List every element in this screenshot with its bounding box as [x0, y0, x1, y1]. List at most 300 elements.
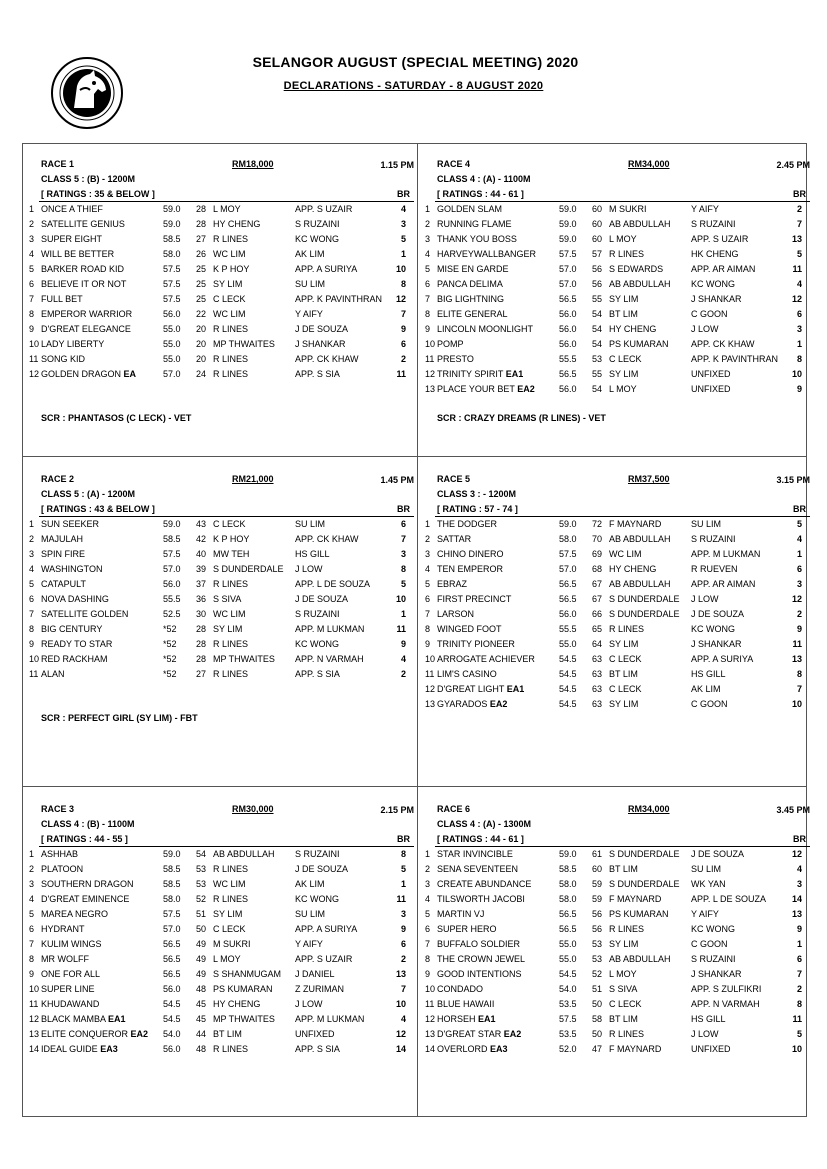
runner-row [24, 997, 414, 1012]
handicap-weight: 56.5 [559, 294, 577, 304]
barrier-number: 3 [400, 549, 406, 559]
jockey-name: UNFIXED [295, 1029, 335, 1039]
trainer-name: HY CHENG [213, 219, 261, 229]
handicap-weight: 55.0 [163, 354, 181, 364]
horse-name [41, 577, 86, 592]
horse-rating: 59 [592, 879, 603, 889]
barrier-number: 10 [395, 264, 406, 274]
horse-name-text: EMPEROR WARRIOR [41, 309, 133, 319]
runner-row [24, 622, 414, 637]
runner-row [420, 562, 810, 577]
trainer-name: C LECK [213, 519, 246, 529]
runner-number: 9 [425, 639, 431, 649]
runner-row [24, 937, 414, 952]
barrier-number: 1 [400, 609, 406, 619]
handicap-weight: 59.0 [559, 219, 577, 229]
trainer-name: PS KUMARAN [609, 909, 669, 919]
horse-name [437, 322, 533, 337]
jockey-name: J DE SOUZA [691, 609, 745, 619]
race-header [420, 157, 810, 172]
runner-number: 13 [425, 384, 436, 394]
barrier-header: BR [397, 834, 410, 844]
jockey-name: APP. AR AIMAN [691, 579, 756, 589]
handicap-weight: *52 [163, 654, 177, 664]
horse-rating: 28 [196, 639, 207, 649]
runner-number: 4 [29, 564, 35, 574]
handicap-weight: *52 [163, 639, 177, 649]
runner-row [24, 547, 414, 562]
trainer-name: SY LIM [609, 294, 639, 304]
jockey-name: AK LIM [295, 879, 325, 889]
barrier-number: 4 [796, 864, 802, 874]
jockey-name: J DE SOUZA [295, 324, 349, 334]
barrier-number: 14 [395, 1044, 406, 1054]
trainer-name: R LINES [213, 864, 249, 874]
trainer-name: SY LIM [213, 909, 243, 919]
horse-rating: 64 [592, 639, 603, 649]
runner-number: 3 [29, 879, 35, 889]
barrier-number: 3 [796, 879, 802, 889]
horse-rating: 26 [196, 249, 207, 259]
horse-rating: 53 [592, 954, 603, 964]
handicap-weight: 56.0 [163, 579, 181, 589]
runner-row [24, 862, 414, 877]
handicap-weight: 58.5 [163, 534, 181, 544]
runner-row [420, 847, 810, 862]
runner-row [420, 352, 810, 367]
handicap-weight: 56.5 [559, 909, 577, 919]
handicap-weight: 57.0 [559, 264, 577, 274]
runner-number: 10 [425, 984, 436, 994]
jockey-name: KC WONG [691, 279, 735, 289]
jockey-name: APP. L DE SOUZA [691, 894, 767, 904]
horse-name [437, 682, 524, 697]
runner-row [420, 322, 810, 337]
runner-number: 2 [425, 864, 431, 874]
handicap-weight: 54.5 [559, 699, 577, 709]
trainer-name: S SIVA [609, 984, 638, 994]
jockey-name: R RUEVEN [691, 564, 738, 574]
barrier-number: 7 [796, 219, 802, 229]
trainer-name: WC LIM [213, 609, 246, 619]
handicap-weight: 54.5 [163, 999, 181, 1009]
horse-rating: 27 [196, 669, 207, 679]
runner-number: 9 [425, 969, 431, 979]
handicap-weight: 57.5 [559, 1014, 577, 1024]
trainer-name: MP THWAITES [213, 1014, 275, 1024]
barrier-header: BR [397, 504, 410, 514]
runner-row [420, 907, 810, 922]
horse-name-text: SENA SEVENTEEN [437, 864, 519, 874]
horse-name-text: THANK YOU BOSS [437, 234, 517, 244]
race-name: RACE 6 [437, 804, 471, 814]
race-time: 1.15 PM [380, 160, 414, 170]
handicap-weight: 55.5 [559, 354, 577, 364]
trainer-name: MW TEH [213, 549, 250, 559]
jockey-name: APP. K PAVINTHRAN [691, 354, 779, 364]
horse-name [437, 352, 474, 367]
horse-rating: 48 [196, 1044, 207, 1054]
horse-name [437, 907, 484, 922]
race-ratings [24, 502, 414, 517]
handicap-weight: 57.5 [163, 549, 181, 559]
page-subtitle: DECLARATIONS - SATURDAY - 8 AUGUST 2020 [283, 80, 544, 92]
horse-rating: 50 [196, 924, 207, 934]
runner-number: 5 [425, 909, 431, 919]
runner-number: 5 [425, 264, 431, 274]
runner-row [24, 352, 414, 367]
barrier-number: 12 [791, 849, 802, 859]
runner-number: 10 [29, 654, 40, 664]
handicap-weight: 56.5 [559, 579, 577, 589]
jockey-name: APP. S SIA [295, 1044, 340, 1054]
jockey-name: APP. S SIA [295, 669, 340, 679]
runner-number: 8 [425, 309, 431, 319]
handicap-weight: 56.0 [163, 984, 181, 994]
handicap-weight: 59.0 [559, 849, 577, 859]
horse-rating: 53 [196, 879, 207, 889]
jockey-name: J SHANKAR [691, 969, 742, 979]
horse-name [437, 637, 515, 652]
handicap-weight: 56.0 [163, 1044, 181, 1054]
runner-number: 4 [425, 564, 431, 574]
runner-number: 8 [425, 624, 431, 634]
horse-name [437, 862, 518, 877]
horse-name-text: BIG CENTURY [41, 624, 103, 634]
horse-rating: 28 [196, 204, 207, 214]
trainer-name: S DUNDERDALE [609, 849, 680, 859]
horse-name-text: SUPER HERO [437, 924, 497, 934]
barrier-number: 11 [792, 1014, 802, 1024]
jockey-name: S RUZAINI [295, 849, 340, 859]
barrier-number: 8 [400, 849, 406, 859]
horse-name [437, 607, 474, 622]
row-divider [22, 786, 807, 787]
ratings-band: [ RATINGS : 44 - 61 ] [437, 189, 524, 199]
jockey-name: S RUZAINI [691, 534, 736, 544]
trainer-name: S DUNDERDALE [609, 594, 680, 604]
jockey-name: UNFIXED [691, 369, 731, 379]
runner-row [24, 322, 414, 337]
runner-number: 11 [425, 999, 435, 1009]
horse-rating: 54 [592, 339, 603, 349]
horse-rating: 43 [196, 519, 207, 529]
runner-number: 4 [425, 249, 431, 259]
handicap-weight: 54.5 [559, 969, 577, 979]
horse-name-text: WILL BE BETTER [41, 249, 115, 259]
runner-row [24, 217, 414, 232]
runner-number: 2 [29, 219, 35, 229]
runner-number: 6 [29, 594, 35, 604]
barrier-number: 5 [400, 234, 406, 244]
runner-number: 3 [425, 879, 431, 889]
horse-rating: 56 [592, 924, 603, 934]
jockey-name: UNFIXED [691, 1044, 731, 1054]
trainer-name: F MAYNARD [609, 1044, 662, 1054]
race-block [420, 157, 810, 397]
horse-name [437, 1042, 508, 1057]
horse-name [437, 1027, 521, 1042]
barrier-header: BR [793, 189, 806, 199]
runner-row [24, 1012, 414, 1027]
runner-number: 4 [29, 894, 35, 904]
horse-name-text: BARKER ROAD KID [41, 264, 125, 274]
horse-rating: 47 [592, 1044, 603, 1054]
runner-row [24, 847, 414, 862]
trainer-name: C LECK [609, 999, 642, 1009]
runner-row [420, 922, 810, 937]
horse-rating: 30 [196, 609, 207, 619]
horse-name-text: SOUTHERN DRAGON [41, 879, 134, 889]
horse-rating: 45 [196, 999, 207, 1009]
jockey-name: UNFIXED [691, 384, 731, 394]
horse-name [437, 202, 502, 217]
jockey-name: APP. S UZAIR [691, 234, 749, 244]
barrier-number: 13 [791, 654, 802, 664]
handicap-weight: 55.0 [559, 639, 577, 649]
horse-name-text: D'GREAT ELEGANCE [41, 324, 131, 334]
horse-name-text: MAJULAH [41, 534, 84, 544]
horse-name-text: GOOD INTENTIONS [437, 969, 522, 979]
horse-rating: 56 [592, 264, 603, 274]
horse-name-text: SATELLITE GOLDEN [41, 609, 129, 619]
runner-number: 5 [29, 909, 35, 919]
horse-name-text: BELIEVE IT OR NOT [41, 279, 127, 289]
horse-name [41, 937, 102, 952]
horse-name [41, 997, 99, 1012]
barrier-number: 12 [791, 294, 802, 304]
runner-row [420, 367, 810, 382]
barrier-number: 8 [796, 999, 802, 1009]
trainer-name: R LINES [213, 669, 249, 679]
ratings-band: [ RATINGS : 43 & BELOW ] [41, 504, 155, 514]
horse-rating: 60 [592, 234, 603, 244]
runner-number: 3 [29, 549, 35, 559]
handicap-weight: 56.0 [163, 309, 181, 319]
trainer-name: AB ABDULLAH [609, 219, 671, 229]
handicap-weight: 53.5 [559, 999, 577, 1009]
jockey-name: J SHANKAR [691, 294, 742, 304]
horse-rating: 45 [196, 1014, 207, 1024]
jockey-name: J DE SOUZA [295, 594, 349, 604]
runner-row [420, 247, 810, 262]
handicap-weight: 58.0 [163, 894, 181, 904]
barrier-number: 13 [791, 234, 802, 244]
runner-number: 6 [29, 924, 35, 934]
runner-number: 6 [425, 594, 431, 604]
runner-number: 1 [29, 204, 35, 214]
horse-name [41, 637, 112, 652]
runner-row [420, 892, 810, 907]
race-block [24, 157, 414, 382]
jockey-name: AK LIM [295, 249, 325, 259]
handicap-weight: 58.5 [163, 879, 181, 889]
horse-name-text: TRINITY SPIRIT [437, 369, 504, 379]
horse-name-text: WASHINGTON [41, 564, 103, 574]
horse-name-text: THE DODGER [437, 519, 498, 529]
horse-name [437, 622, 502, 637]
barrier-number: 4 [400, 654, 406, 664]
horse-name-text: STAR INVINCIBLE [437, 849, 513, 859]
trainer-name: AB ABDULLAH [609, 279, 671, 289]
horse-name [437, 262, 509, 277]
horse-rating: 54 [592, 324, 603, 334]
runner-number: 12 [29, 369, 40, 379]
race-block [24, 802, 414, 1057]
horse-rating: 51 [196, 909, 207, 919]
trainer-name: WC LIM [213, 879, 246, 889]
jockey-name: APP. CK KHAW [295, 354, 359, 364]
horse-name-text: BUFFALO SOLDIER [437, 939, 521, 949]
runner-number: 7 [425, 609, 431, 619]
jockey-name: J LOW [691, 594, 719, 604]
horse-name [41, 367, 136, 382]
barrier-number: 6 [400, 519, 406, 529]
runner-row [24, 577, 414, 592]
handicap-weight: 58.0 [559, 894, 577, 904]
jockey-name: APP. N VARMAH [295, 654, 364, 664]
runner-number: 2 [425, 219, 431, 229]
column-divider [417, 143, 418, 1117]
horse-name [41, 622, 102, 637]
trainer-name: BT LIM [609, 1014, 638, 1024]
trainer-name: L MOY [213, 954, 241, 964]
horse-rating: 49 [196, 954, 207, 964]
runner-row [420, 1012, 810, 1027]
runner-row [420, 607, 810, 622]
trainer-name: S SIVA [213, 594, 242, 604]
horse-name-text: ELITE GENERAL [437, 309, 508, 319]
horse-rating: 66 [592, 609, 603, 619]
runner-row [420, 622, 810, 637]
handicap-weight: 56.0 [559, 339, 577, 349]
emergency-acceptor: EA3 [100, 1044, 118, 1054]
horse-name-text: FIRST PRECINCT [437, 594, 512, 604]
runner-number: 11 [425, 669, 435, 679]
handicap-weight: 56.0 [559, 309, 577, 319]
horse-name [437, 1012, 496, 1027]
runner-number: 9 [29, 639, 35, 649]
race-class: CLASS 5 : (A) - 1200M [41, 489, 136, 499]
horse-rating: 60 [592, 864, 603, 874]
barrier-number: 8 [796, 669, 802, 679]
horse-name [437, 337, 464, 352]
runner-row [420, 1027, 810, 1042]
barrier-number: 3 [400, 909, 406, 919]
trainer-name: C LECK [609, 684, 642, 694]
handicap-weight: 56.5 [163, 954, 181, 964]
horse-name-text: KULIM WINGS [41, 939, 102, 949]
horse-name-text: ONE FOR ALL [41, 969, 101, 979]
runner-number: 8 [29, 954, 35, 964]
handicap-weight: 59.0 [163, 849, 181, 859]
barrier-number: 5 [796, 1029, 802, 1039]
horse-name-text: THE CROWN JEWEL [437, 954, 526, 964]
runner-number: 13 [425, 1029, 436, 1039]
runner-number: 11 [29, 354, 39, 364]
horse-rating: 52 [592, 969, 603, 979]
barrier-number: 5 [796, 249, 802, 259]
trainer-name: L MOY [609, 969, 637, 979]
jockey-name: J DE SOUZA [295, 864, 349, 874]
horse-rating: 54 [592, 384, 603, 394]
trainer-name: R LINES [213, 639, 249, 649]
jockey-name: SU LIM [295, 279, 326, 289]
runner-number: 8 [425, 954, 431, 964]
barrier-number: 4 [796, 534, 802, 544]
barrier-number: 12 [395, 294, 406, 304]
emergency-acceptor: EA2 [517, 384, 535, 394]
runner-number: 12 [29, 1014, 40, 1024]
horse-rating: 63 [592, 654, 603, 664]
page-title: SELANGOR AUGUST (SPECIAL MEETING) 2020 [252, 54, 579, 70]
emergency-acceptor: EA2 [130, 1029, 149, 1039]
handicap-weight: 57.0 [559, 564, 577, 574]
horse-name [437, 922, 497, 937]
barrier-number: 3 [796, 324, 802, 334]
barrier-number: 11 [792, 264, 802, 274]
barrier-number: 9 [796, 624, 802, 634]
horse-rating: 39 [196, 564, 207, 574]
barrier-number: 7 [796, 969, 802, 979]
trainer-name: K P HOY [213, 534, 250, 544]
scratching-note: SCR : CRAZY DREAMS (R LINES) - VET [437, 413, 606, 423]
jockey-name: APP. S UZAIR [295, 954, 353, 964]
jockey-name: C GOON [691, 939, 728, 949]
horse-name [41, 307, 132, 322]
jockey-name: HS GILL [691, 669, 726, 679]
horse-name [41, 652, 108, 667]
horse-rating: 53 [196, 864, 207, 874]
horse-name [437, 562, 503, 577]
barrier-number: 1 [796, 339, 802, 349]
race-block [24, 472, 414, 682]
horse-rating: 54 [592, 309, 603, 319]
barrier-number: 2 [796, 609, 802, 619]
horse-rating: 60 [592, 204, 603, 214]
jockey-name: HS GILL [691, 1014, 726, 1024]
horse-rating: 20 [196, 339, 207, 349]
runner-row [24, 637, 414, 652]
handicap-weight: 52.0 [559, 1044, 577, 1054]
handicap-weight: *52 [163, 624, 177, 634]
runner-row [420, 967, 810, 982]
horse-rating: 49 [196, 969, 207, 979]
horse-name [437, 517, 497, 532]
runner-number: 10 [425, 339, 436, 349]
horse-name-text: ONCE A THIEF [41, 204, 103, 214]
trainer-name: HY CHENG [609, 324, 657, 334]
race-class: CLASS 4 : (A) - 1100M [437, 174, 531, 184]
horse-name [41, 517, 99, 532]
barrier-number: 11 [396, 369, 406, 379]
barrier-number: 4 [400, 1014, 406, 1024]
trainer-name: PS KUMARAN [609, 339, 669, 349]
runner-row [420, 532, 810, 547]
runner-number: 9 [29, 969, 35, 979]
jockey-name: J SHANKAR [691, 639, 742, 649]
jockey-name: APP. M LUKMAN [295, 1014, 365, 1024]
trainer-name: R LINES [213, 579, 249, 589]
horse-rating: 48 [196, 984, 207, 994]
horse-name-text: MR WOLFF [41, 954, 89, 964]
runner-number: 1 [425, 849, 431, 859]
horse-name [437, 547, 504, 562]
trainer-name: C LECK [609, 354, 642, 364]
race-ratings [420, 832, 810, 847]
barrier-number: 12 [395, 1029, 406, 1039]
horse-name [437, 697, 507, 712]
